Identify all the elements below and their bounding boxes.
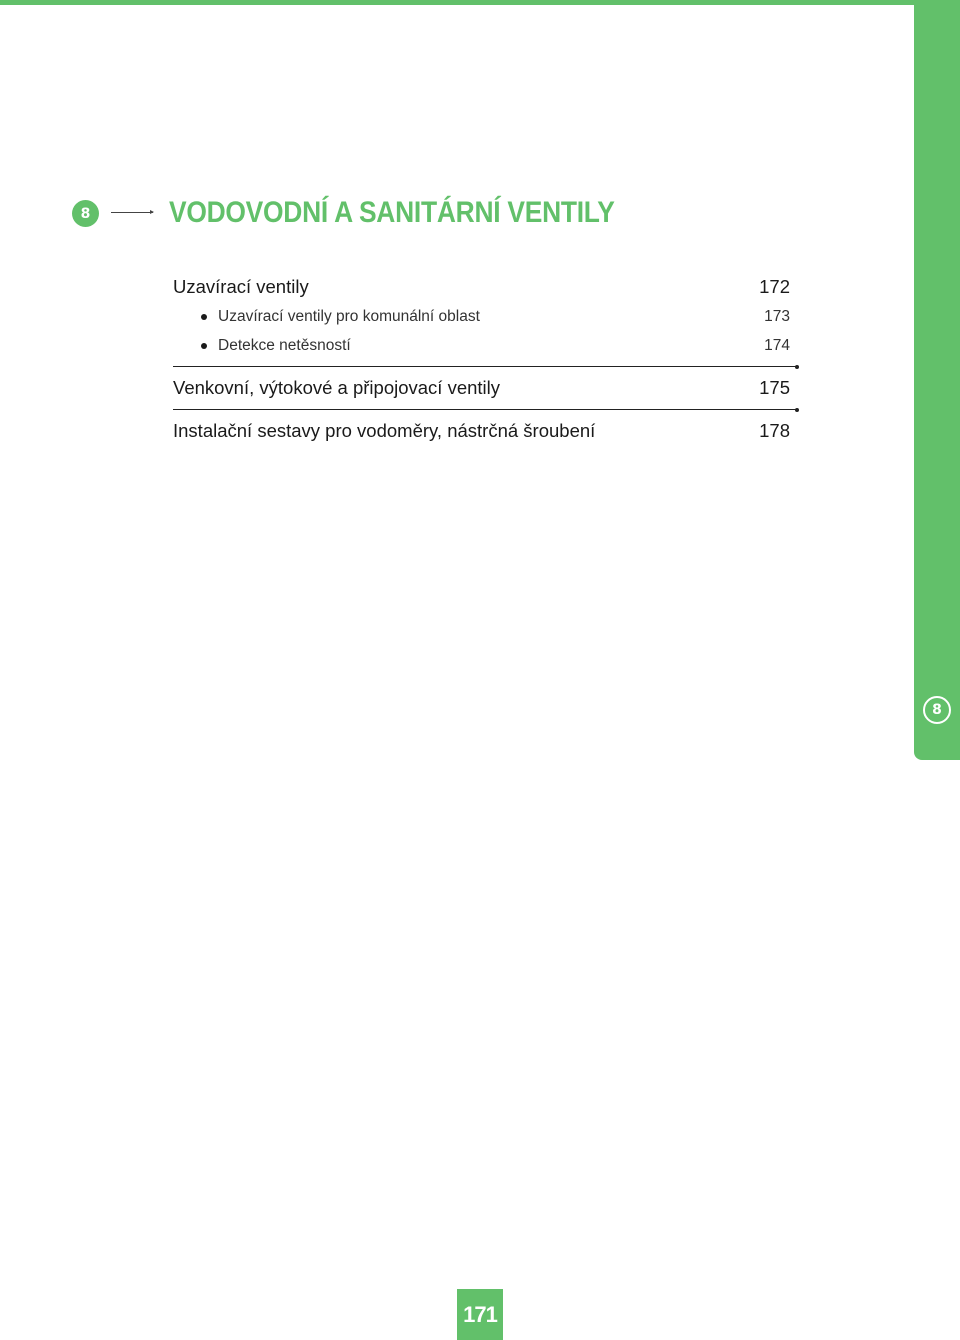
toc-subentry-leak-detection[interactable] [173, 331, 799, 360]
table-of-contents [173, 272, 799, 446]
toc-entry-page: 172 [759, 276, 790, 297]
toc-divider [173, 409, 797, 410]
toc-subentry-title: Uzavírací ventily pro komunální oblast [218, 308, 480, 325]
toc-entry-shutoff-valves[interactable] [173, 272, 799, 302]
chapter-number-badge: 8 [72, 200, 99, 227]
toc-entry-title: Uzavírací ventily [173, 276, 309, 297]
toc-subentry-page: 174 [764, 337, 790, 354]
chapter-title: VODOVODNÍ A SANITÁRNÍ VENTILY [169, 196, 615, 229]
toc-divider [173, 366, 797, 367]
toc-subentry-title: Detekce netěsností [218, 337, 351, 354]
toc-subentry-page: 173 [764, 308, 790, 325]
toc-entry-outdoor-valves[interactable] [173, 373, 799, 403]
bullet-icon [201, 343, 207, 349]
toc-subentry-municipal[interactable] [173, 302, 799, 331]
toc-entry-page: 178 [759, 420, 790, 441]
arrow-right-icon [111, 212, 153, 213]
toc-entry-installation-sets[interactable] [173, 416, 799, 446]
top-accent-bar [0, 0, 960, 5]
chapter-side-tab[interactable] [914, 0, 960, 760]
toc-entry-title: Venkovní, výtokové a připojovací ventily [173, 377, 501, 398]
side-tab-chapter-number: 8 [923, 696, 951, 724]
page-number: 171 [457, 1289, 503, 1340]
toc-entry-page: 175 [759, 377, 790, 398]
toc-entry-title: Instalační sestavy pro vodoměry, nástrčná šroubení [173, 420, 596, 441]
bullet-icon [201, 314, 207, 320]
